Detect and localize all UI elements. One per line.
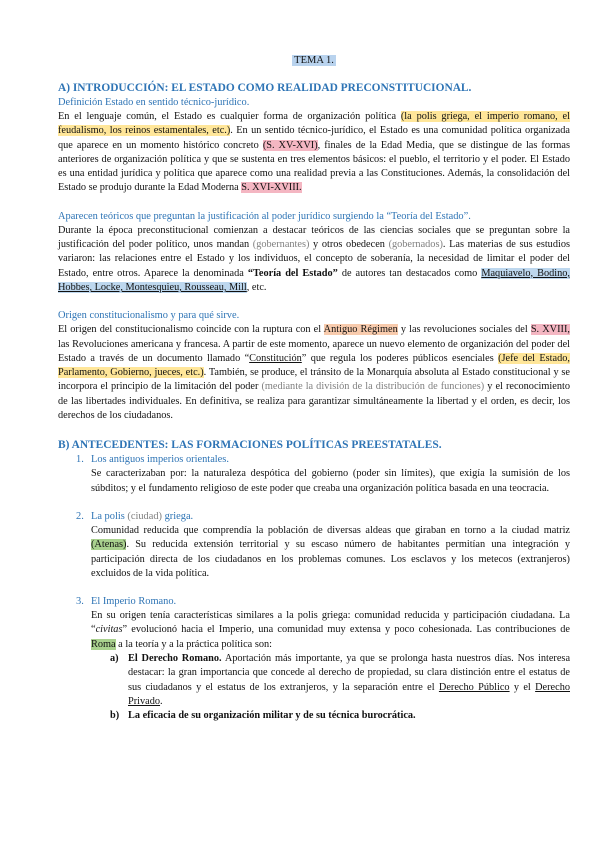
theorists-paragraph: Durante la época preconstitucional comienzan a destacar teóricos de las ciencias sociales que se preguntan sobre la justificación del poder político, unos mandan (gobernantes) y otros obedecen (gobernados). Las materias de sus estudios variaron: las relaciones entre el Estado y los individuos, el concepto de soberanía, la necesidad de limitar el poder del Estado, entre otros. Aparece la denominada “Teoría del Estado” de autores tan destacados como Maquiavelo, Bodino, Hobbes, Locke, Montesquieu, Rousseau, Mill, etc. (58, 224, 571, 293)
definition-paragraph: En el lenguaje común, el Estado es cualquier forma de organización política (la polis griega, el imperio romano, el feudalismo, los reinos estamentales, etc.). En un sentido técnico-jurídico, el Estado es una comunidad política organizada que aparece en un momento histórico concreto (S. XV-XVI), finales de la Edad Media, que se distingue de las formas anteriores de organización política y que se sustenta en tres elementos básicos: el pueblo, el territorio y el poder. El Estado es una entidad jurídica y política que aparece como una realidad previa a las Constituciones. Además, la consolidación del Estado se produjo durante la Edad Moderna S. XVI-XVIII. (58, 111, 570, 194)
item-heading: 3. El Imperio Romano. (76, 596, 177, 608)
antecedents-list (58, 453, 570, 723)
origin-heading: Origen constitucionalismo y para qué sirve. (58, 310, 240, 322)
definition-heading: Definición Estado en sentido técnico-jurídico. (58, 97, 250, 108)
sub-item-b: b) La eficacia de su organización militar y de su técnica burocrática. (110, 710, 416, 722)
item-heading: 2. La polis (ciudad) griega. (76, 510, 194, 522)
item-paragraph: Se caracterizaban por: la naturaleza despótica del gobierno (poder sin límites), que exigía la sumisión de los súbditos; y el fundamento religioso de este poder que creaba una organización política basada en una teocracia. (91, 468, 570, 494)
list-item (58, 595, 570, 723)
section-b-heading: B) ANTECEDENTES: LAS FORMACIONES POLÍTICAS PREESTATALES. (58, 439, 442, 452)
page-title: TEMA 1. (294, 55, 334, 66)
item-heading: 1. Los antiguos imperios orientales. (76, 454, 229, 466)
item-paragraph: En su origen tenía características similares a la polis griega: comunidad reducida y participación ciudadana. La “civitas” evolucionó hacia el Imperio, una comunidad muy extensa y poco cohesionada. Las contribuciones de Roma a la teoría y a la práctica política son: (91, 610, 570, 650)
list-item (58, 510, 570, 581)
origin-paragraph: El origen del constitucionalismo coincide con la ruptura con el Antiguo Régimen y las revoluciones sociales del S. XVIII, las Revoluciones americana y francesa. A partir de este momento, aparece un nuevo elemento de organización del poder del Estado a través de un documento llamado “Constitución” que regula los poderes públicos esenciales (Jefe del Estado, Parlamento, Gobierno, jueces, etc.). También, se produce, el tránsito de la Monarquía absoluta al Estado constitucional y se incorpora el principio de la limitación del poder (mediante la división de la distribución de funciones) y el reconocimiento de las libertades individuales. En definitiva, se realiza para garantizar simultáneamente la libertad y el orden, es decir, los derechos de los ciudadanos. (58, 324, 570, 422)
theorists-heading: Aparecen teóricos que preguntan la justificación al poder jurídico surgiendo la “Teoría del Estado”. (58, 210, 471, 222)
sub-item-a: a) El Derecho Romano. Aportación más importante, ya que se prolonga hasta nuestros días. Nos interesa destacar: la gran importancia que concede al derecho de propiedad, su clara distinción entre el estatus de sus ciudadanos y el estatus de los extranjeros, y la separación entre el Derecho Público y el Derecho Privado. (110, 653, 571, 707)
item-paragraph: Comunidad reducida que comprendía la población de diversas aldeas que giraban en torno a la ciudad matriz (Atenas). Su reducida extensión territorial y su escaso número de habitantes permitían una integración y participación directa de los ciudadanos en los problemas comunes. Los esclavos y los metecos (extranjeros) excluidos de la vida política. (91, 524, 570, 579)
list-item (58, 453, 570, 496)
section-a-heading: A) INTRODUCCIÓN: EL ESTADO COMO REALIDAD PRECONSTITUCIONAL. (58, 82, 472, 94)
